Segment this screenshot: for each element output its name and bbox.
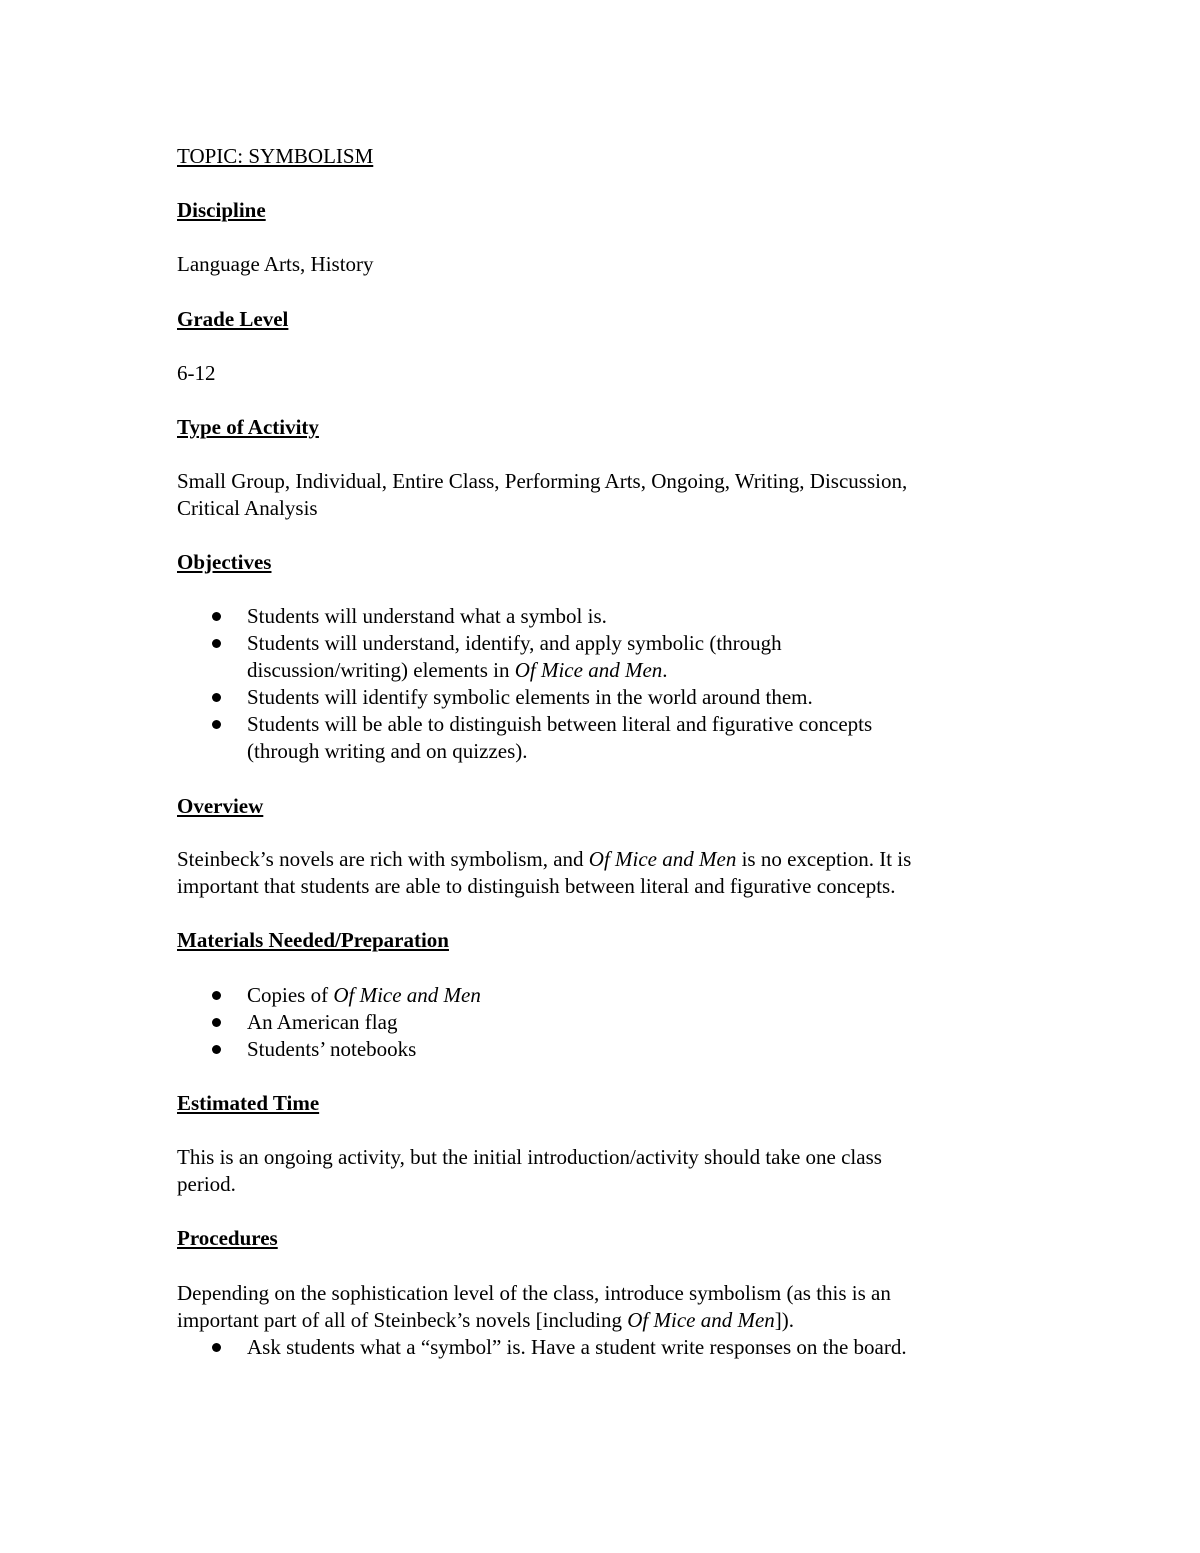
- activity-type-text: [177, 468, 907, 522]
- bullet-icon: [212, 720, 221, 729]
- list-item: [177, 982, 481, 1009]
- list-item-text: An American flag: [247, 1010, 398, 1034]
- procedures-list: [177, 1334, 907, 1361]
- list-item-text: discussion/writing) elements in Of Mice and Men.: [247, 658, 668, 682]
- book-title: Of Mice and Men: [588, 847, 737, 871]
- procedures-heading: Procedures: [177, 1226, 278, 1250]
- list-item-text: Students will understand what a symbol is.: [247, 604, 607, 628]
- list-item-text: Students will understand, identify, and apply symbolic (through: [247, 631, 782, 655]
- list-item-text: Students’ notebooks: [247, 1037, 417, 1061]
- list-item: [177, 603, 872, 630]
- discipline-heading: Discipline: [177, 198, 266, 222]
- bullet-icon: [212, 1045, 221, 1054]
- bullet-icon: [212, 1018, 221, 1027]
- objectives-list: [177, 603, 872, 765]
- objectives-heading: Objectives: [177, 550, 272, 574]
- procedures-line: important part of all of Steinbeck’s novels [including Of Mice and Men]).: [177, 1308, 795, 1332]
- overview-line: important that students are able to distinguish between literal and figurative concepts.: [177, 874, 896, 898]
- book-title: Of Mice and Men: [333, 983, 481, 1007]
- estimated-time-heading: Estimated Time: [177, 1091, 320, 1115]
- bullet-icon: [212, 639, 221, 648]
- bullet-icon: [212, 991, 221, 1000]
- materials-heading: Materials Needed/Preparation: [177, 928, 449, 952]
- grade-level-heading: Grade Level: [177, 307, 289, 331]
- bullet-icon: [212, 1343, 221, 1352]
- materials-list: [177, 982, 481, 1063]
- grade-level-text: 6-12: [177, 361, 216, 385]
- list-item: [177, 630, 872, 684]
- bullet-icon: [212, 612, 221, 621]
- list-item: [177, 1009, 481, 1036]
- procedures-line: Depending on the sophistication level of the class, introduce symbolism (as this is an: [177, 1281, 891, 1305]
- list-item-text: Ask students what a “symbol” is. Have a student write responses on the board.: [247, 1335, 907, 1359]
- list-item: [177, 1334, 907, 1361]
- list-item: [177, 711, 872, 765]
- estimated-time-line: period.: [177, 1172, 236, 1196]
- list-item-text: Students will identify symbolic elements in the world around them.: [247, 685, 813, 709]
- discipline-text: Language Arts, History: [177, 252, 374, 276]
- list-item-text: Students will be able to distinguish between literal and figurative concepts: [247, 712, 873, 736]
- bullet-icon: [212, 693, 221, 702]
- activity-type-line: Critical Analysis: [177, 496, 318, 520]
- list-item-text: Copies of: [247, 983, 334, 1007]
- estimated-time-text: [177, 1144, 882, 1198]
- book-title: Of Mice and Men: [627, 1308, 775, 1332]
- estimated-time-line: This is an ongoing activity, but the initial introduction/activity should take one class: [177, 1145, 882, 1169]
- overview-line: Steinbeck’s novels are rich with symbolism, and Of Mice and Men is no exception. It is: [177, 847, 912, 871]
- list-item: [177, 1036, 481, 1063]
- activity-type-heading: Type of Activity: [177, 415, 319, 439]
- overview-heading: Overview: [177, 794, 264, 818]
- book-title: Of Mice and Men: [514, 658, 663, 682]
- list-item: [177, 684, 872, 711]
- overview-text: [177, 846, 911, 900]
- procedures-text: [177, 1280, 891, 1334]
- page-title: TOPIC: SYMBOLISM: [177, 144, 374, 168]
- list-item-text: (through writing and on quizzes).: [247, 739, 528, 763]
- activity-type-line: Small Group, Individual, Entire Class, Performing Arts, Ongoing, Writing, Discussion,: [177, 469, 908, 493]
